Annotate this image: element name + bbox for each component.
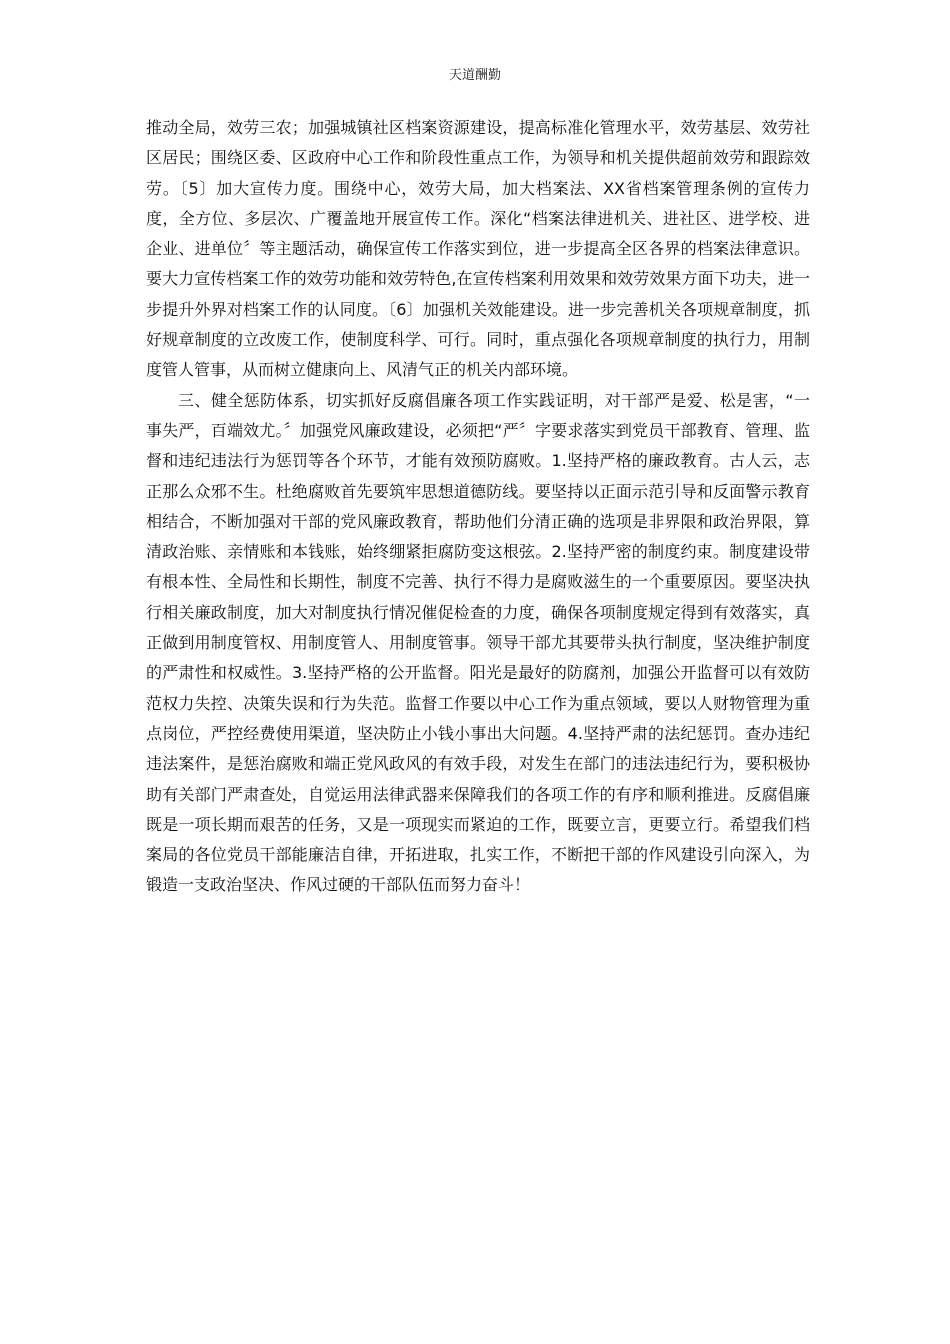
page-header: 天道酬勤: [448, 68, 501, 83]
paragraph-archive-work: 推动全局，效劳三农；加强城镇社区档案资源建设，提高标准化管理水平，效劳基层、效劳社区居民；围绕区委、区政府中心工作和阶段性重点工作，为领导和机关提供超前效劳和跟踪效劳。〔5〕加大宣传力度。围绕中心，效劳大局，加大档案法、XX省档案管理条例的宣传力度，全方位、多层次、广覆盖地开展宣传工作。深化“档案法律进机关、进社区、进学校、进企业、进单位〞等主题活动，确保宣传工作落实到位，进一步提高全区各界的档案法律意识。要大力宣传档案工作的效劳功能和效劳特色,在宣传档案利用效果和效劳效果方面下功夫，进一步提升外界对档案工作的认同度。〔6〕加强机关效能建设。进一步完善机关各项规章制度，抓好规章制度的立改废工作，使制度科学、可行。同时，重点强化各项规章制度的执行力，用制度管人管事，从而树立健康向上、风清气正的机关内部环境。: [146, 118, 810, 380]
document-body: [146, 113, 810, 901]
paragraph-anti-corruption: 三、健全惩防体系，切实抓好反腐倡廉各项工作实践证明，对干部严是爱、松是害，“一事失严，百端效尤。〞加强党风廉政建设，必须把“严〞字要求落实到党员干部教育、管理、监督和违纪违法行为惩罚等各个环节，才能有效预防腐败。1.坚持严格的廉政教育。古人云，志正那么众邪不生。杜绝腐败首先要筑牢思想道德防线。要坚持以正面示范引导和反面警示教育相结合，不断加强对干部的党风廉政教育，帮助他们分清正确的选项是非界限和政治界限，算清政治账、亲情账和本钱账，始终绷紧拒腐防变这根弦。2.坚持严密的制度约束。制度建设带有根本性、全局性和长期性，制度不完善、执行不得力是腐败滋生的一个重要原因。要坚决执行相关廉政制度，加大对制度执行情况催促检查的力度，确保各项制度规定得到有效落实，真正做到用制度管权、用制度管人、用制度管事。领导干部尤其要带头执行制度，坚决维护制度的严肃性和权威性。3.坚持严格的公开监督。阳光是最好的防腐剂，加强公开监督可以有效防范权力失控、决策失误和行为失范。监督工作要以中心工作为重点领域，要以人财物管理为重点岗位，严控经费使用渠道，坚决防止小钱小事出大问题。4.坚持严肃的法纪惩罚。查办违纪违法案件，是惩治腐败和端正党风政风的有效手段，对发生在部门的违法违纪行为，要积极协助有关部门严肃查处，自觉运用法律武器来保障我们的各项工作的有序和顺利推进。反腐倡廉既是一项长期而艰苦的任务，又是一项现实而紧迫的工作，既要立言，更要立行。希望我们档案局的各位党员干部能廉洁自律，开拓进取，扎实工作，不断把干部的作风建设引向深入，为锻造一支政治坚决、作风过硬的干部队伍而努力奋斗！: [146, 390, 810, 895]
